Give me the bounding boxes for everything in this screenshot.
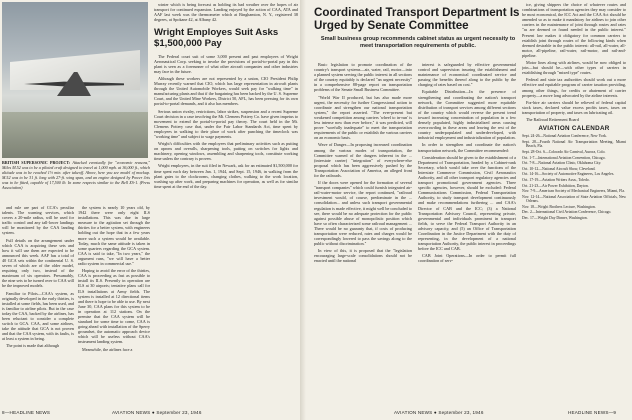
paragraph: Federal and state tax authorities should work out a more effective and equitable program of carrier taxation providing, among other things, for credits or abatement of carrier property—a move long advocated by the airline interests. — [522, 77, 626, 98]
paragraph: the system is nearly 10 years old, by 1942 there were only eight ILS installations. This was due in large measure to the agitation set through the thirties for a better system, with engineers holding out the hope that in a few years more such a system would be available. Today, much the same attitude is taken in some quarters regarding the GCA system. CAA is said to take, "In two years," the argument runs, "we will have a better radio system in commercial use." — [78, 205, 150, 267]
paragraph: Wright's difficulties with the employees that preliminary activities such as putting on aprons and overalls, sharpening tools, putting on switches for lights and machinery, opening windows, assembling and sharpening tools, constitute working time unless the contrary is proven. — [154, 141, 298, 162]
wright-headline: Wright Employes Suit Asks $1,500,000 Pay — [154, 27, 279, 49]
calendar-list — [522, 134, 626, 221]
paragraph: and rule are part of CCA's peculiar talents. The warning services, which covers a 20-mile radius, will be used for traffic control and any tall-lower landings will be monitored by the CAA landing system. — [2, 205, 74, 236]
paragraph: CAB Joint Operations—In order to permit full coordination of serv- — [418, 253, 516, 264]
article-title: Coordinated Transport Department Is Urged by Senate Committee — [314, 6, 520, 32]
paragraph: Equitable Distribution—In the presence of strengthening and coordinating the nation's transport network, the Committee suggested more equitable distribution of transport services among different sections of the country which would reverse the present trend toward increasing concentration of population in a few densely populated, highly industrialized areas causing overcrowding in these areas and leaving the rest of the country underpopulated and underdeveloped, with industrial employment and industrialization of population. — [418, 89, 516, 141]
left-column-1 — [2, 205, 74, 351]
footer-page-label: 8—HEADLINE NEWS — [2, 410, 51, 415]
calendar-item: Oct. 1-7—International Aviation Convention, Chicago. — [522, 155, 606, 160]
calendar-item: Sept. 28—Fourth National Air Transportation Meeting, Miami Beach, Fla. — [522, 139, 626, 149]
caption-label: BRITISH SUPERSONIC PROJECT: — [2, 160, 71, 165]
paragraph: Basic legislation to promote coordination of the country's transport systems—air, water, rail, motor—into a planned system serving the public interest in all sections of the country equitably is declared "an urgent necessity" in a comprehensive 88-page report on transportation problems of the Senate Small Business Committee. — [314, 62, 412, 93]
ground-shape — [2, 112, 148, 158]
aircraft-mockup-photo — [2, 2, 148, 158]
article-subtitle: Small business group recommends cabinet status as urgent necessity to meet transportation requirements of public. — [320, 36, 516, 49]
calendar-title: AVIATION CALENDAR — [538, 125, 610, 133]
paragraph: Motor lines along with airlines, would be now obliged to join—but should be—with other types of carriers in establishing through "mixed type" routes. — [522, 60, 626, 76]
paragraph: The point is made that although — [6, 343, 60, 349]
paragraph: If the doors were opened for the formation of several "transport companies" which could furnish integrated air-rail-water-motor service, the report continued, "railroad investment would, of course, predominate in the ... consolidation... and unless such transport governmental regulation is made effective, it might well be concluded to see, there would be no adequate protection for the public against possible abuse of monopolistic position which have so often characterized some railroad management ... There would be no guaranty that, if costs of producing transportation were reduced, rates and charges would be correspondingly lowered to pass the savings along to the public without discrimination." — [314, 180, 412, 247]
calendar-item: Oct. 7-8—National Aviation Clinic, Oklahoma City. — [522, 161, 602, 166]
left-page — [0, 0, 300, 420]
paragraph: Serious union rivalry, restrictions, labor strikes, suspension and a recent Supreme Court decision in a case involving the Mt. Clemens Pottery Co. have given impetus to movement to extend the portal-to-portal pay theory. The court held in the Mt. Clemens Pottery case that, under the Fair Labor Standards Act, time spent by employees in walking to their place of work after punching the timeclock was "working time" and subject to wage payments. — [154, 108, 298, 139]
left-column-3 — [154, 2, 298, 406]
footer-page-label: HEADLINE NEWS—9 — [568, 410, 617, 415]
right-column-2 — [418, 62, 516, 406]
paragraph: Although these workers are not represented by a union, CIO President Philip Murray recently warned that CIO, which has large representation in aircraft plants through the United Automobile Workers, would seek pay for "walking time" in manufacturing plants and that if the bargaining has been backed by the U. S. Supreme Court, and the United Mine Workers, District 50, AFL, has been pressing for its own portal-to-portal demands, and it also has members. — [154, 75, 298, 107]
calendar-item: Oct. 17-19—Aviation Writers Assn., Toledo. — [522, 177, 590, 182]
paragraph: winter which is being forecast as holding its bad weather over the hopes of air transport for continued expansion. Landing enjoyed by the action of CAA, ATA and AAF last week was the thermometer which at Binghamton, N. Y., registered 38 degrees, at Spokane 42, at Albany 42. — [154, 2, 298, 23]
paragraph: interest is safeguarded by effective governmental control and supervision insuring the establishment and maintenance of economical coordinated service and passing the benefits thereof along to the public by the charging of rates based on cost." — [418, 62, 516, 88]
paragraph: ice, giving shippers the choice of whatever routes and combinations of transportation agencies they may consider to be most economical, the ICC Act and the CAA Act should be amended so as to make it mandatory for airlines to join other carriers in the maintenance of joint through routes and rates "as are deemed or found needed in the public interest." Present law makes it obligatory for common carriers to establish joint through routes of the following kinds when deemed desirable in the public interest: all-rail, all-water, all-motor, all-pipeline, rail-water, rail-motor, and rail-and-pipeline. — [522, 2, 626, 58]
paragraph: Familiar to Pilots—CAA's system, as originally developed in the early thirties, is installed at some fields, has been used, and is familiar to airline pilots. But in the case today the CAA, backed by the airlines, has been reluctant to consider a complete switch to GCA. CAA, and some airlines, take the attitude that GCA is not proven and that the CAA system, with its faults, is at least a system in being. — [2, 290, 74, 342]
calendar-item: Sept. 24-26—National Aviation Conference, New York. — [522, 134, 607, 139]
calendar-item: Nov. 7-9—American Society of Mechanical Engineers, Miami, Fla. — [522, 189, 625, 194]
photo-caption — [2, 160, 150, 190]
paragraph: Meanwhile, the airlines face a — [82, 346, 133, 352]
right-column-1 — [314, 62, 412, 406]
right-page — [306, 0, 632, 420]
footer-publication: AVIATION NEWS ● September 23, 1946 — [394, 410, 484, 415]
caption-text: Attacked eventually for "economic reasons," Miles M.52 was to be a piloted craft designed to travel at 1,000 mph. at 36,000 ft., which altitude was to be reached 1½ min. after takeoff. Above, here you see model of mockup. M.52 was to be 31 ft. long with 27-ft. wing span, and an engine designed by Power Jets was to be fitted, capable of 17,500 lb. In some respects similar to the Bell XS-1. (Press Association) — [2, 160, 150, 190]
paragraph: For-hire air carriers should be relieved of federal capital stock taxes, declared value excess profits taxes, taxes on transportation of property, and taxes on lubricating oil. — [522, 99, 626, 115]
calendar-item: Nov. 18—Wright Brothers Lecture, Washington. — [522, 204, 596, 209]
paragraph: The Federal court suit of some 3,000 present and past employees of Wright Aeronautical Corp. seeking to invoke the provisions of portal-to-portal pay in this plant is seen as a forerunner of what other aircraft companies and other industries may face in the future. — [154, 53, 298, 74]
calendar-item: Oct. 10-12—National Aircraft Show, Cleveland. — [522, 166, 596, 171]
left-column-2 — [78, 205, 150, 405]
paragraph: Wave of Danger—In proposing increased coordination among the various modes of transportation, the Committee warned of the dangers inherent in the ... (interstate carrier) "integration" of everywhere-else proposal which has been aggressively pushed by the Transportation Association of America, an alleged front for the railroads. — [314, 142, 412, 178]
calendar-item: Dec. 2—International Civil Aviation Conference, Chicago. — [522, 210, 612, 215]
paragraph: Full details on the arrangement under which CAA is acquiring these sets and how it will use them are expected to be announced this week. AAF has a total of 40 GCA sets within the continental U. S. seven of which are of the older model, requiring only two, instead of the maximum of six operators. Presumably, the nine sets to be turned over to CAA will be the improved models. — [2, 237, 74, 289]
paragraph: Hoping to avoid the error of the thirties, CAA is proceeding as fast as possible to install its ILS. Presently in operation are ILS at 30 airports; tentative plans call for ILS installations at Army fields. The system is installed at 12 directional items and there is hope to be able to use. By next June 30, CAA plans for this system to be in operation at 112 stations. On the premise that the CAA system will be standard for some time to come, CAA is going ahead with installation of the Sperry groundset, the automatic approach device which will be useless without CAA's instrument landing system. — [78, 268, 150, 345]
paragraph: "World War II produced, but has also made more urgent, the necessity for further Congressional action to coordinate and strengthen our national transportation system," the report asserted. "The ever-present but weakened competition among carriers 'wheel to in-run' is less intense now than ever before," it was predicted, will prove "woefully inadequate" to meet the transportation requirements of the public or establish the various carriers on an economic basis. — [314, 94, 412, 141]
right-column-3 — [522, 2, 626, 406]
paragraph: Wright employees, in the suit filed in Newark, ask for an estimated $1,500,000 for time spent each day between Jan. 1, 1944, and Sept. 15, 1946, in walking from the plant gates to the clockrooms, changing clothes, walking to the work location, washing up after work, and preparing machines for operation, as well as for similar time spent at the end of the day. — [154, 163, 298, 189]
calendar-item: Oct. 14-16—Society of Automotive Engineers, Los Angeles. — [522, 172, 615, 177]
paragraph: The Railroad Retirement Board — [526, 116, 579, 122]
calendar-item: Oct. 21-23—Air Power Exhibition, Dayton. — [522, 183, 589, 188]
paragraph: In order to strengthen and coordinate the nation's transportation network, the Committee recommended: — [418, 142, 516, 153]
calendar-item: Nov. 12-14—National Association of State Aviation Officials, New Orleans. — [522, 194, 626, 204]
paragraph: Consideration should be given to the establishment of a Department of Transportation, headed by a Cabinet-rank Secretary, which would take over the functions of the Interstate Commerce Commission, Civil Aeronautics Authority, and all other transport regulatory agencies and transport promotional government agencies. Three specific agencies, however, should be excluded: Federal Communications Commission, Federal Transportation Authority, to study transport development continuously and make recommendations furthering ... and CAA's Director of CAB and the ICC; (3) a National Transportation Advisory Council, representing private, governmental and individuals prominent in transport fields, to serve the Federal Transport Authority in an advisory capacity, and (5) an Office of Transportation Coordination in the Justice Department with the duty of representing, in the development of a national transportation Authority, the public interest in proceedings before the ICC and CAB. — [418, 154, 516, 252]
calendar-item: Dec. 17—Wright Day Dinner, Washington. — [522, 216, 588, 221]
calendar-item: Sept. 28-Oct. 6—Colorado Air Carnival, Aurora, Colo. — [522, 149, 606, 154]
paragraph: In view of this, it is proposed that the "legislation encouraging large-scale consolidations should not be enacted until the national — [314, 248, 412, 264]
footer-publication: AVIATION NEWS ● September 23, 1946 — [112, 410, 202, 415]
